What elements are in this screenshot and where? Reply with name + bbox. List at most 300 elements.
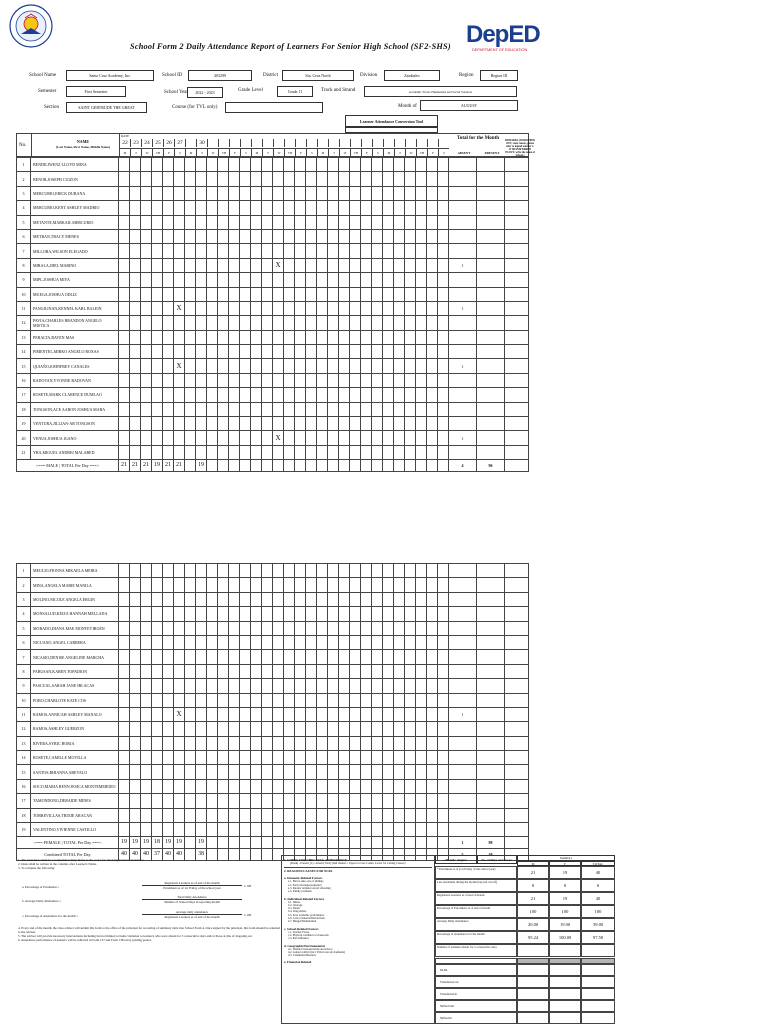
attendance-cell[interactable]	[284, 751, 295, 765]
attendance-cell[interactable]	[416, 201, 427, 215]
attendance-cell[interactable]	[295, 359, 306, 373]
attendance-cell[interactable]	[383, 417, 394, 431]
attendance-cell[interactable]	[350, 158, 361, 172]
attendance-cell[interactable]	[240, 707, 251, 721]
attendance-cell[interactable]	[438, 679, 449, 693]
attendance-cell[interactable]	[361, 445, 372, 459]
attendance-cell[interactable]	[350, 578, 361, 592]
attendance-cell[interactable]	[207, 592, 218, 606]
attendance-cell[interactable]	[295, 373, 306, 387]
attendance-cell[interactable]	[383, 621, 394, 635]
attendance-cell[interactable]	[262, 244, 273, 258]
attendance-cell[interactable]	[405, 287, 416, 301]
attendance-cell[interactable]	[306, 635, 317, 649]
attendance-cell[interactable]	[196, 664, 207, 678]
attendance-cell[interactable]	[240, 359, 251, 373]
attendance-cell[interactable]	[284, 158, 295, 172]
school-name-field[interactable]: Santa Cruz Academy, Inc.	[66, 70, 154, 81]
attendance-cell[interactable]	[328, 664, 339, 678]
attendance-cell[interactable]	[185, 229, 196, 243]
attendance-cell[interactable]	[163, 431, 174, 445]
attendance-cell[interactable]	[119, 693, 130, 707]
attendance-cell[interactable]	[350, 765, 361, 779]
attendance-cell[interactable]	[119, 417, 130, 431]
attendance-cell[interactable]	[361, 287, 372, 301]
remarks-cell[interactable]	[505, 229, 529, 243]
semester-field[interactable]: First Semester	[66, 86, 126, 97]
attendance-cell[interactable]	[405, 244, 416, 258]
attendance-cell[interactable]	[218, 345, 229, 359]
attendance-cell[interactable]	[317, 751, 328, 765]
attendance-cell[interactable]	[405, 564, 416, 578]
remarks-cell[interactable]	[505, 794, 529, 808]
attendance-cell[interactable]	[394, 751, 405, 765]
attendance-cell[interactable]	[218, 431, 229, 445]
attendance-cell[interactable]	[438, 765, 449, 779]
attendance-cell[interactable]	[196, 158, 207, 172]
remarks-cell[interactable]	[505, 607, 529, 621]
attendance-cell[interactable]	[229, 607, 240, 621]
attendance-cell[interactable]	[328, 722, 339, 736]
attendance-cell[interactable]	[185, 345, 196, 359]
attendance-cell[interactable]	[438, 445, 449, 459]
attendance-cell[interactable]	[141, 794, 152, 808]
attendance-cell[interactable]	[328, 693, 339, 707]
attendance-cell[interactable]	[405, 273, 416, 287]
attendance-cell[interactable]	[240, 172, 251, 186]
remarks-cell[interactable]	[505, 345, 529, 359]
attendance-cell[interactable]	[185, 273, 196, 287]
attendance-cell[interactable]	[427, 707, 438, 721]
attendance-cell[interactable]	[405, 186, 416, 200]
attendance-cell[interactable]	[196, 201, 207, 215]
attendance-cell[interactable]	[240, 751, 251, 765]
attendance-cell[interactable]	[207, 564, 218, 578]
attendance-cell[interactable]	[251, 186, 262, 200]
attendance-cell[interactable]	[262, 388, 273, 402]
attendance-cell[interactable]	[240, 808, 251, 822]
attendance-cell[interactable]	[427, 244, 438, 258]
attendance-cell[interactable]	[174, 635, 185, 649]
attendance-cell[interactable]	[229, 186, 240, 200]
attendance-cell[interactable]	[427, 765, 438, 779]
attendance-cell[interactable]	[130, 635, 141, 649]
attendance-cell[interactable]	[273, 402, 284, 416]
attendance-cell[interactable]	[284, 244, 295, 258]
attendance-cell[interactable]	[240, 722, 251, 736]
attendance-cell[interactable]	[372, 679, 383, 693]
attendance-cell[interactable]	[427, 301, 438, 315]
attendance-cell[interactable]	[207, 679, 218, 693]
attendance-cell[interactable]	[372, 808, 383, 822]
attendance-cell[interactable]	[427, 564, 438, 578]
attendance-cell[interactable]	[361, 736, 372, 750]
attendance-cell[interactable]	[240, 388, 251, 402]
attendance-cell[interactable]	[185, 564, 196, 578]
attendance-cell[interactable]	[438, 808, 449, 822]
attendance-cell[interactable]	[394, 186, 405, 200]
attendance-cell[interactable]	[185, 578, 196, 592]
attendance-cell[interactable]	[174, 287, 185, 301]
attendance-cell[interactable]	[306, 621, 317, 635]
attendance-cell[interactable]	[295, 693, 306, 707]
attendance-cell[interactable]	[119, 345, 130, 359]
attendance-cell[interactable]	[427, 808, 438, 822]
attendance-cell[interactable]	[273, 388, 284, 402]
attendance-cell[interactable]	[174, 388, 185, 402]
attendance-cell[interactable]	[251, 402, 262, 416]
attendance-cell[interactable]	[273, 445, 284, 459]
attendance-cell[interactable]	[416, 431, 427, 445]
attendance-cell[interactable]	[339, 373, 350, 387]
attendance-cell[interactable]	[262, 373, 273, 387]
attendance-cell[interactable]	[306, 258, 317, 272]
attendance-cell[interactable]	[416, 765, 427, 779]
attendance-cell[interactable]	[284, 823, 295, 837]
attendance-cell[interactable]	[273, 664, 284, 678]
attendance-cell[interactable]	[350, 635, 361, 649]
attendance-cell[interactable]	[361, 564, 372, 578]
attendance-cell[interactable]	[284, 765, 295, 779]
attendance-cell[interactable]	[273, 158, 284, 172]
attendance-cell[interactable]	[339, 592, 350, 606]
attendance-cell[interactable]	[218, 794, 229, 808]
attendance-cell[interactable]	[119, 445, 130, 459]
attendance-cell[interactable]	[306, 417, 317, 431]
attendance-cell[interactable]	[163, 751, 174, 765]
remarks-cell[interactable]	[505, 373, 529, 387]
attendance-cell[interactable]	[218, 578, 229, 592]
attendance-cell[interactable]	[284, 592, 295, 606]
attendance-cell[interactable]	[372, 229, 383, 243]
attendance-cell[interactable]	[350, 693, 361, 707]
remarks-cell[interactable]	[505, 186, 529, 200]
attendance-cell[interactable]	[174, 229, 185, 243]
attendance-cell[interactable]	[185, 258, 196, 272]
attendance-cell[interactable]	[251, 359, 262, 373]
remarks-cell[interactable]	[505, 287, 529, 301]
attendance-cell[interactable]	[306, 229, 317, 243]
attendance-cell[interactable]	[262, 287, 273, 301]
attendance-cell[interactable]	[240, 186, 251, 200]
attendance-cell[interactable]	[328, 431, 339, 445]
attendance-cell[interactable]	[141, 158, 152, 172]
attendance-cell[interactable]	[163, 650, 174, 664]
attendance-cell[interactable]	[306, 287, 317, 301]
attendance-cell[interactable]	[295, 635, 306, 649]
attendance-cell[interactable]	[240, 402, 251, 416]
attendance-cell[interactable]	[372, 445, 383, 459]
attendance-cell[interactable]	[185, 316, 196, 330]
attendance-cell[interactable]	[152, 229, 163, 243]
attendance-cell[interactable]	[306, 823, 317, 837]
attendance-cell[interactable]	[295, 607, 306, 621]
grade-level-field[interactable]: Grade 11	[277, 86, 313, 97]
attendance-cell[interactable]	[119, 751, 130, 765]
attendance-cell[interactable]	[273, 679, 284, 693]
attendance-cell[interactable]	[372, 172, 383, 186]
attendance-cell[interactable]	[218, 258, 229, 272]
attendance-cell[interactable]	[229, 201, 240, 215]
attendance-cell[interactable]	[174, 258, 185, 272]
attendance-cell[interactable]	[119, 823, 130, 837]
attendance-cell[interactable]	[306, 316, 317, 330]
attendance-cell[interactable]	[416, 273, 427, 287]
attendance-cell[interactable]	[295, 564, 306, 578]
attendance-cell[interactable]	[317, 215, 328, 229]
attendance-cell[interactable]	[416, 330, 427, 344]
attendance-cell[interactable]	[196, 808, 207, 822]
attendance-cell[interactable]	[130, 273, 141, 287]
attendance-cell[interactable]	[438, 172, 449, 186]
attendance-cell[interactable]	[416, 794, 427, 808]
attendance-cell[interactable]	[405, 722, 416, 736]
attendance-cell[interactable]	[328, 823, 339, 837]
attendance-cell[interactable]	[119, 359, 130, 373]
remarks-cell[interactable]	[505, 578, 529, 592]
attendance-cell[interactable]	[394, 301, 405, 315]
attendance-cell[interactable]	[339, 215, 350, 229]
attendance-cell[interactable]	[394, 794, 405, 808]
attendance-cell[interactable]	[262, 186, 273, 200]
attendance-cell[interactable]	[185, 388, 196, 402]
attendance-cell[interactable]	[317, 607, 328, 621]
attendance-cell[interactable]	[361, 373, 372, 387]
attendance-cell[interactable]	[350, 431, 361, 445]
attendance-cell[interactable]	[196, 621, 207, 635]
attendance-cell[interactable]	[273, 301, 284, 315]
attendance-cell[interactable]	[207, 388, 218, 402]
attendance-cell[interactable]	[361, 229, 372, 243]
attendance-cell[interactable]	[251, 229, 262, 243]
attendance-cell[interactable]	[130, 316, 141, 330]
attendance-cell[interactable]	[196, 417, 207, 431]
attendance-cell[interactable]	[339, 635, 350, 649]
attendance-cell[interactable]	[185, 736, 196, 750]
attendance-cell[interactable]	[416, 316, 427, 330]
attendance-cell[interactable]	[119, 679, 130, 693]
attendance-cell[interactable]	[284, 373, 295, 387]
attendance-cell[interactable]	[427, 373, 438, 387]
attendance-cell[interactable]	[383, 258, 394, 272]
attendance-cell[interactable]	[306, 607, 317, 621]
attendance-cell[interactable]	[438, 417, 449, 431]
attendance-cell[interactable]	[262, 316, 273, 330]
attendance-cell[interactable]	[394, 607, 405, 621]
attendance-cell[interactable]	[207, 445, 218, 459]
attendance-cell[interactable]	[163, 794, 174, 808]
attendance-cell[interactable]	[405, 301, 416, 315]
attendance-cell[interactable]	[152, 172, 163, 186]
attendance-cell[interactable]	[394, 664, 405, 678]
attendance-cell[interactable]	[350, 229, 361, 243]
attendance-cell[interactable]	[174, 445, 185, 459]
attendance-cell[interactable]	[306, 564, 317, 578]
attendance-cell[interactable]	[229, 679, 240, 693]
attendance-cell[interactable]	[317, 794, 328, 808]
attendance-cell[interactable]	[339, 794, 350, 808]
attendance-cell[interactable]	[251, 736, 262, 750]
attendance-cell[interactable]	[251, 201, 262, 215]
remarks-cell[interactable]	[505, 564, 529, 578]
attendance-cell[interactable]	[317, 373, 328, 387]
attendance-cell[interactable]	[218, 186, 229, 200]
attendance-cell[interactable]	[383, 736, 394, 750]
attendance-cell[interactable]	[361, 172, 372, 186]
attendance-cell[interactable]	[339, 258, 350, 272]
attendance-cell[interactable]	[328, 215, 339, 229]
attendance-cell[interactable]	[394, 679, 405, 693]
attendance-cell[interactable]	[240, 592, 251, 606]
attendance-cell[interactable]	[372, 794, 383, 808]
attendance-cell[interactable]	[251, 808, 262, 822]
attendance-cell[interactable]	[152, 330, 163, 344]
attendance-cell[interactable]	[284, 215, 295, 229]
attendance-cell[interactable]	[119, 722, 130, 736]
attendance-cell[interactable]	[273, 330, 284, 344]
attendance-cell[interactable]	[372, 707, 383, 721]
attendance-cell[interactable]	[416, 345, 427, 359]
attendance-cell[interactable]	[262, 736, 273, 750]
attendance-cell[interactable]	[350, 607, 361, 621]
attendance-cell[interactable]	[295, 417, 306, 431]
attendance-cell[interactable]	[119, 287, 130, 301]
attendance-cell[interactable]	[361, 707, 372, 721]
attendance-cell[interactable]	[185, 751, 196, 765]
attendance-cell[interactable]	[130, 722, 141, 736]
division-field[interactable]: Zambales	[384, 70, 440, 81]
attendance-cell[interactable]	[119, 794, 130, 808]
attendance-cell[interactable]	[416, 172, 427, 186]
attendance-cell[interactable]	[262, 693, 273, 707]
attendance-cell[interactable]	[328, 402, 339, 416]
attendance-cell[interactable]	[295, 621, 306, 635]
attendance-cell[interactable]	[141, 736, 152, 750]
attendance-cell[interactable]	[251, 417, 262, 431]
attendance-cell[interactable]	[196, 722, 207, 736]
attendance-cell[interactable]	[251, 172, 262, 186]
attendance-cell[interactable]	[383, 388, 394, 402]
attendance-cell[interactable]	[405, 751, 416, 765]
attendance-cell[interactable]	[416, 679, 427, 693]
attendance-cell[interactable]	[306, 679, 317, 693]
attendance-cell[interactable]	[416, 621, 427, 635]
attendance-cell[interactable]	[251, 664, 262, 678]
attendance-cell[interactable]	[251, 215, 262, 229]
attendance-cell[interactable]	[339, 158, 350, 172]
attendance-cell[interactable]	[174, 751, 185, 765]
attendance-cell[interactable]	[405, 707, 416, 721]
attendance-cell[interactable]	[438, 186, 449, 200]
attendance-cell[interactable]	[229, 808, 240, 822]
attendance-cell[interactable]	[273, 607, 284, 621]
attendance-cell[interactable]	[119, 765, 130, 779]
attendance-cell[interactable]	[317, 417, 328, 431]
attendance-cell[interactable]	[394, 201, 405, 215]
attendance-cell[interactable]	[438, 736, 449, 750]
attendance-cell[interactable]	[141, 215, 152, 229]
attendance-cell[interactable]	[328, 359, 339, 373]
attendance-cell[interactable]	[152, 707, 163, 721]
attendance-cell[interactable]	[295, 592, 306, 606]
attendance-cell[interactable]	[262, 751, 273, 765]
attendance-cell[interactable]	[405, 158, 416, 172]
remarks-cell[interactable]	[505, 215, 529, 229]
attendance-cell[interactable]	[284, 359, 295, 373]
attendance-cell[interactable]	[394, 345, 405, 359]
attendance-cell[interactable]	[174, 823, 185, 837]
attendance-cell[interactable]	[361, 635, 372, 649]
attendance-cell[interactable]	[152, 201, 163, 215]
attendance-cell[interactable]	[262, 431, 273, 445]
attendance-cell[interactable]	[383, 679, 394, 693]
attendance-cell[interactable]	[207, 431, 218, 445]
attendance-cell[interactable]	[251, 679, 262, 693]
attendance-cell[interactable]	[141, 388, 152, 402]
attendance-cell[interactable]	[218, 693, 229, 707]
attendance-cell[interactable]	[207, 258, 218, 272]
attendance-cell[interactable]	[185, 765, 196, 779]
attendance-cell[interactable]	[141, 229, 152, 243]
attendance-cell[interactable]	[394, 273, 405, 287]
attendance-cell[interactable]	[196, 707, 207, 721]
attendance-cell[interactable]	[438, 431, 449, 445]
attendance-cell[interactable]	[438, 244, 449, 258]
attendance-cell[interactable]	[383, 201, 394, 215]
attendance-cell[interactable]	[141, 301, 152, 315]
attendance-cell[interactable]	[185, 445, 196, 459]
attendance-cell[interactable]	[438, 823, 449, 837]
attendance-cell[interactable]	[240, 287, 251, 301]
attendance-cell[interactable]	[207, 621, 218, 635]
attendance-cell[interactable]	[152, 359, 163, 373]
attendance-cell[interactable]	[284, 402, 295, 416]
attendance-cell[interactable]	[163, 607, 174, 621]
attendance-cell[interactable]	[273, 592, 284, 606]
attendance-cell[interactable]	[372, 258, 383, 272]
attendance-cell[interactable]	[372, 316, 383, 330]
attendance-cell[interactable]	[218, 229, 229, 243]
attendance-cell[interactable]	[163, 736, 174, 750]
attendance-cell[interactable]	[196, 345, 207, 359]
attendance-cell[interactable]	[427, 823, 438, 837]
attendance-cell[interactable]	[174, 215, 185, 229]
attendance-cell[interactable]	[185, 679, 196, 693]
attendance-cell[interactable]	[130, 751, 141, 765]
attendance-cell[interactable]	[438, 388, 449, 402]
attendance-cell[interactable]	[350, 258, 361, 272]
attendance-cell[interactable]	[295, 751, 306, 765]
attendance-cell[interactable]	[416, 359, 427, 373]
attendance-cell[interactable]	[350, 402, 361, 416]
remarks-cell[interactable]	[505, 693, 529, 707]
attendance-cell[interactable]	[416, 445, 427, 459]
attendance-cell[interactable]	[207, 316, 218, 330]
attendance-cell[interactable]	[163, 215, 174, 229]
attendance-cell[interactable]	[361, 402, 372, 416]
attendance-cell[interactable]	[361, 693, 372, 707]
attendance-cell[interactable]	[141, 578, 152, 592]
attendance-cell[interactable]	[185, 201, 196, 215]
attendance-cell[interactable]	[284, 578, 295, 592]
attendance-cell[interactable]	[405, 258, 416, 272]
attendance-cell[interactable]	[185, 664, 196, 678]
course-field[interactable]	[225, 102, 323, 113]
attendance-cell[interactable]	[185, 693, 196, 707]
attendance-cell[interactable]: X	[273, 258, 284, 272]
attendance-cell[interactable]	[174, 345, 185, 359]
attendance-cell[interactable]	[251, 751, 262, 765]
